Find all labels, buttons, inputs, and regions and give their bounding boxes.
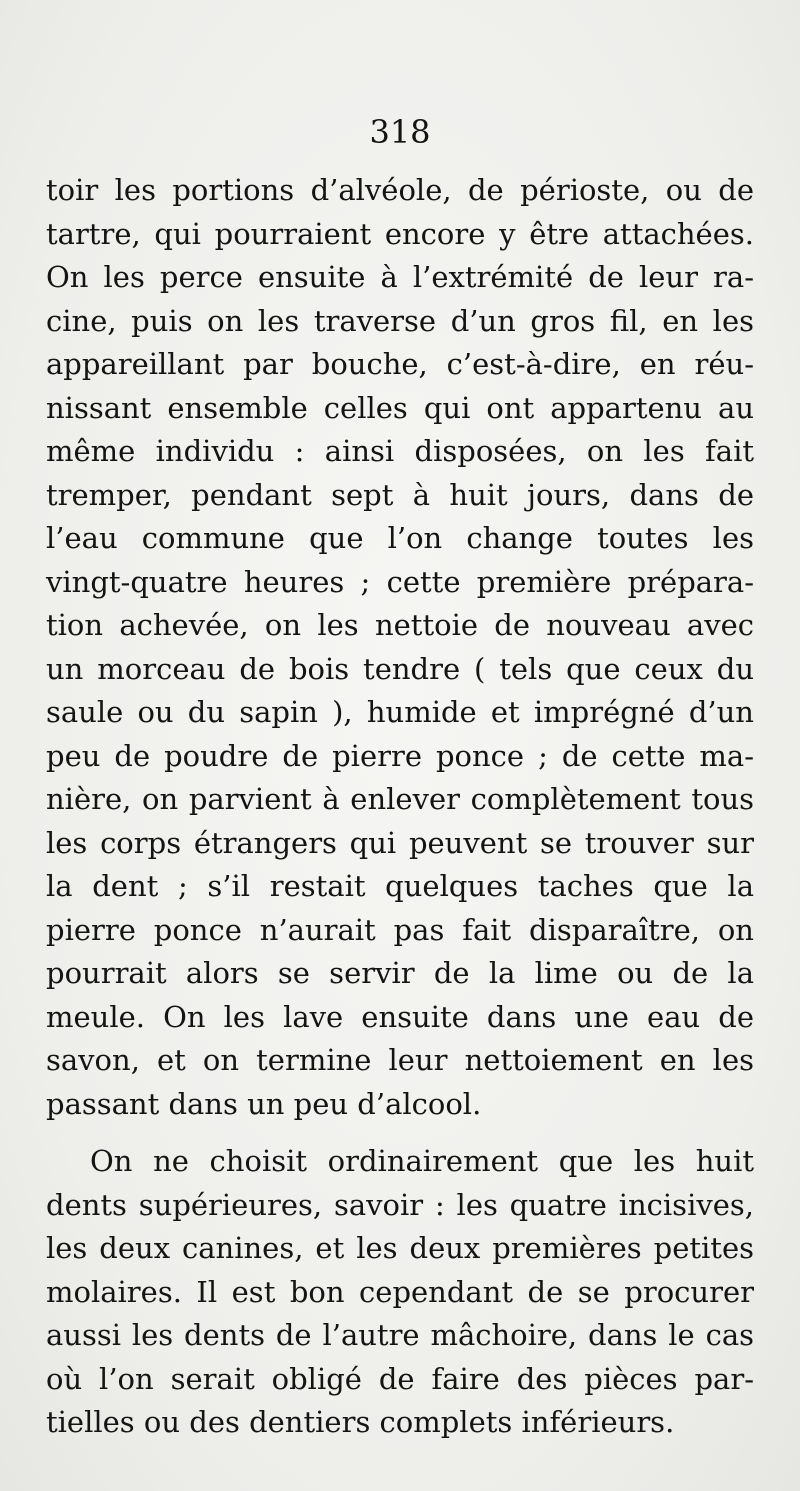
text-line: saule ou du sapin ), humide et imprégné d’un [46,695,754,729]
text-line: peu de poudre de pierre ponce ; de cette ma- [46,738,754,773]
text-line: pierre ponce n’aurait pas fait disparaître, on [46,912,754,947]
text-line: un morceau de bois tendre ( tels que ceux du [46,651,754,686]
text-line: aussi les dents de l’autre mâchoire, dans le cas [46,1318,754,1352]
text-line: les corps étrangers qui peuvent se trouver sur [46,825,754,860]
text-line: nissant ensemble celles qui ont appartenu au [46,390,754,425]
text-line: appareillant par bouche, c’est-à-dire, en réu- [46,347,754,381]
text-line: savon, et on termine leur nettoiement en les [46,1043,754,1077]
text-line: dents supérieures, savoir : les quatre incisives, [46,1187,754,1222]
text-line: tremper, pendant sept à huit jours, dans de [46,477,754,512]
text-line: passant dans un peu d’alcool. [46,1086,482,1121]
page-number: 318 [369,113,431,151]
text-line: molaires. Il est bon cependant de se procurer [46,1274,754,1309]
text-line: même individu : ainsi disposées, on les fait [46,434,754,468]
text-line: cine, puis on les traverse d’un gros fil, en les [46,303,754,338]
text-line: On les perce ensuite à l’extrémité de leur ra- [46,260,754,294]
text-line: toir les portions d’alvéole, de périoste, ou de [46,173,754,207]
text-line: les deux canines, et les deux premières petites [46,1231,754,1265]
text-line: tielles ou des dentiers complets inférieurs. [46,1405,675,1439]
text-line: tartre, qui pourraient encore y être attachées. [46,216,754,251]
text-line: tion achevée, on les nettoie de nouveau avec [46,608,754,642]
text-line: la dent ; s’il restait quelques taches que la [46,869,754,903]
text-line: vingt-quatre heures ; cette première prépara- [46,564,754,599]
text-line: nière, on parvient à enlever complètement tous [46,782,754,816]
text-line: où l’on serait obligé de faire des pièces par- [46,1361,754,1396]
text-line: pourrait alors se servir de la lime ou de la [46,956,754,990]
text-line: On ne choisit ordinairement que les huit [90,1144,754,1178]
text-line: meule. On les lave ensuite dans une eau de [46,999,754,1034]
text-line: l’eau commune que l’on change toutes les [46,521,754,555]
